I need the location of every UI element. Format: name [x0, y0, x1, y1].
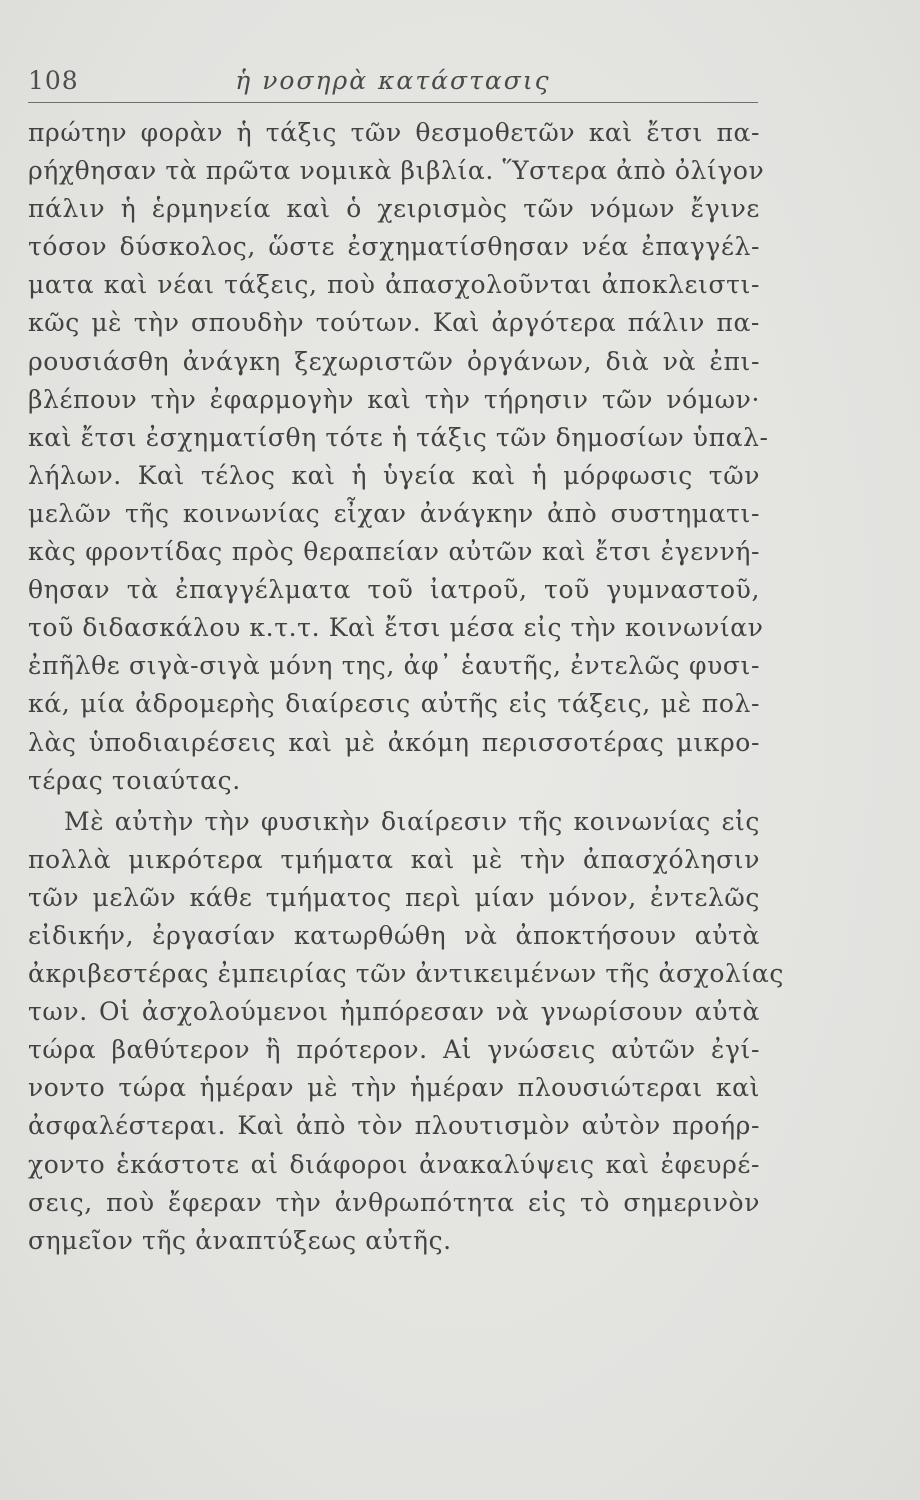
page-header	[28, 66, 758, 103]
text-line: ματα καὶ νέαι τάξεις, ποὺ ἀπασχολοῦνται ἀποκλειστι-	[28, 270, 760, 300]
text-line: τοῦ διδασκάλου κ.τ.τ. Καὶ ἔτσι μέσα εἰς τὴν κοινωνίαν	[28, 613, 764, 643]
page-number: 108	[28, 66, 79, 95]
text-line: Μὲ αὐτὴν τὴν φυσικὴν διαίρεσιν τῆς κοινωνίας εἰς	[64, 806, 760, 836]
text-line: ρουσιάσθη ἀνάγκη ξεχωριστῶν ὀργάνων, διὰ νὰ ἐπι-	[28, 346, 760, 376]
text-line: τόσον δύσκολος, ὥστε ἐσχηματίσθησαν νέα ἐπαγγέλ-	[28, 232, 760, 262]
text-line: τώρα βαθύτερον ἢ πρότερον. Αἱ γνώσεις αὐτῶν ἐγί-	[28, 1035, 760, 1065]
text-line: πρώτην φορὰν ἡ τάξις τῶν θεσμοθετῶν καὶ ἔτσι πα-	[28, 118, 760, 147]
text-line: πολλὰ μικρότερα τμήματα καὶ μὲ τὴν ἀπασχόλησιν	[28, 844, 760, 874]
text-line: ἐπῆλθε σιγὰ-σιγὰ μόνη της, ἀφ᾽ ἑαυτῆς, ἐντελῶς φυσι-	[28, 651, 760, 681]
text-line: λήλων. Καὶ τέλος καὶ ἡ ὑγεία καὶ ἡ μόρφωσις τῶν	[28, 460, 760, 490]
text-line: των. Οἱ ἀσχολούμενοι ἠμπόρεσαν νὰ γνωρίσουν αὐτὰ	[28, 997, 760, 1027]
text-line: χοντο ἑκάστοτε αἱ διάφοροι ἀνακαλύψεις καὶ ἐφευρέ-	[28, 1149, 760, 1179]
text-line: τῶν μελῶν κάθε τμήματος περὶ μίαν μόνον, ἐντελῶς	[28, 882, 760, 912]
text-line: πάλιν ἡ ἑρμηνεία καὶ ὁ χειρισμὸς τῶν νόμων ἔγινε	[28, 194, 760, 224]
body-text	[28, 114, 784, 1260]
text-line: σεις, ποὺ ἔφεραν τὴν ἀνθρωπότητα εἰς τὸ σημερινὸν	[28, 1187, 760, 1217]
text-line: κῶς μὲ τὴν σπουδὴν τούτων. Καὶ ἀργότερα πάλιν πα-	[28, 308, 760, 338]
text-line: βλέπουν τὴν ἐφαρμογὴν καὶ τὴν τήρησιν τῶν νόμων·	[28, 384, 760, 414]
text-line: ρήχθησαν τὰ πρῶτα νομικὰ βιβλία. Ὕστερα ἀπὸ ὀλίγον	[28, 156, 765, 186]
text-line: μελῶν τῆς κοινωνίας εἶχαν ἀνάγκην ἀπὸ συστηματι-	[28, 498, 760, 528]
text-line: ἀκριβεστέρας ἐμπειρίας τῶν ἀντικειμένων τῆς ἀσχολίας	[28, 959, 784, 989]
text-line: καὶ ἔτσι ἐσχηματίσθη τότε ἡ τάξις τῶν δημοσίων ὑπαλ-	[28, 422, 769, 452]
text-line: τέρας τοιαύτας.	[28, 765, 241, 795]
text-line: νοντο τώρα ἡμέραν μὲ τὴν ἡμέραν πλουσιώτεραι καὶ	[28, 1073, 760, 1103]
text-line: κὰς φροντίδας πρὸς θεραπείαν αὐτῶν καὶ ἔτσι ἐγεννή-	[28, 537, 760, 567]
text-line: εἰδικήν, ἐργασίαν κατωρθώθη νὰ ἀποκτήσουν αὐτὰ	[28, 920, 760, 950]
text-line: ἀσφαλέστεραι. Καὶ ἀπὸ τὸν πλουτισμὸν αὐτὸν προήρ-	[28, 1111, 760, 1141]
text-line: θησαν τὰ ἐπαγγέλματα τοῦ ἰατροῦ, τοῦ γυμναστοῦ,	[28, 575, 760, 605]
paragraph-2	[28, 803, 784, 1260]
text-line: σημεῖον τῆς ἀναπτύξεως αὐτῆς.	[28, 1225, 452, 1255]
running-title: ἡ νοσηρὰ κατάστασις	[235, 66, 551, 95]
text-line: κά, μία ἀδρομερὴς διαίρεσις αὐτῆς εἰς τάξεις, μὲ πολ-	[28, 689, 760, 719]
paragraph-1	[28, 114, 769, 800]
text-line: λὰς ὑποδιαιρέσεις καὶ μὲ ἀκόμη περισσοτέρας μικρο-	[28, 727, 760, 757]
